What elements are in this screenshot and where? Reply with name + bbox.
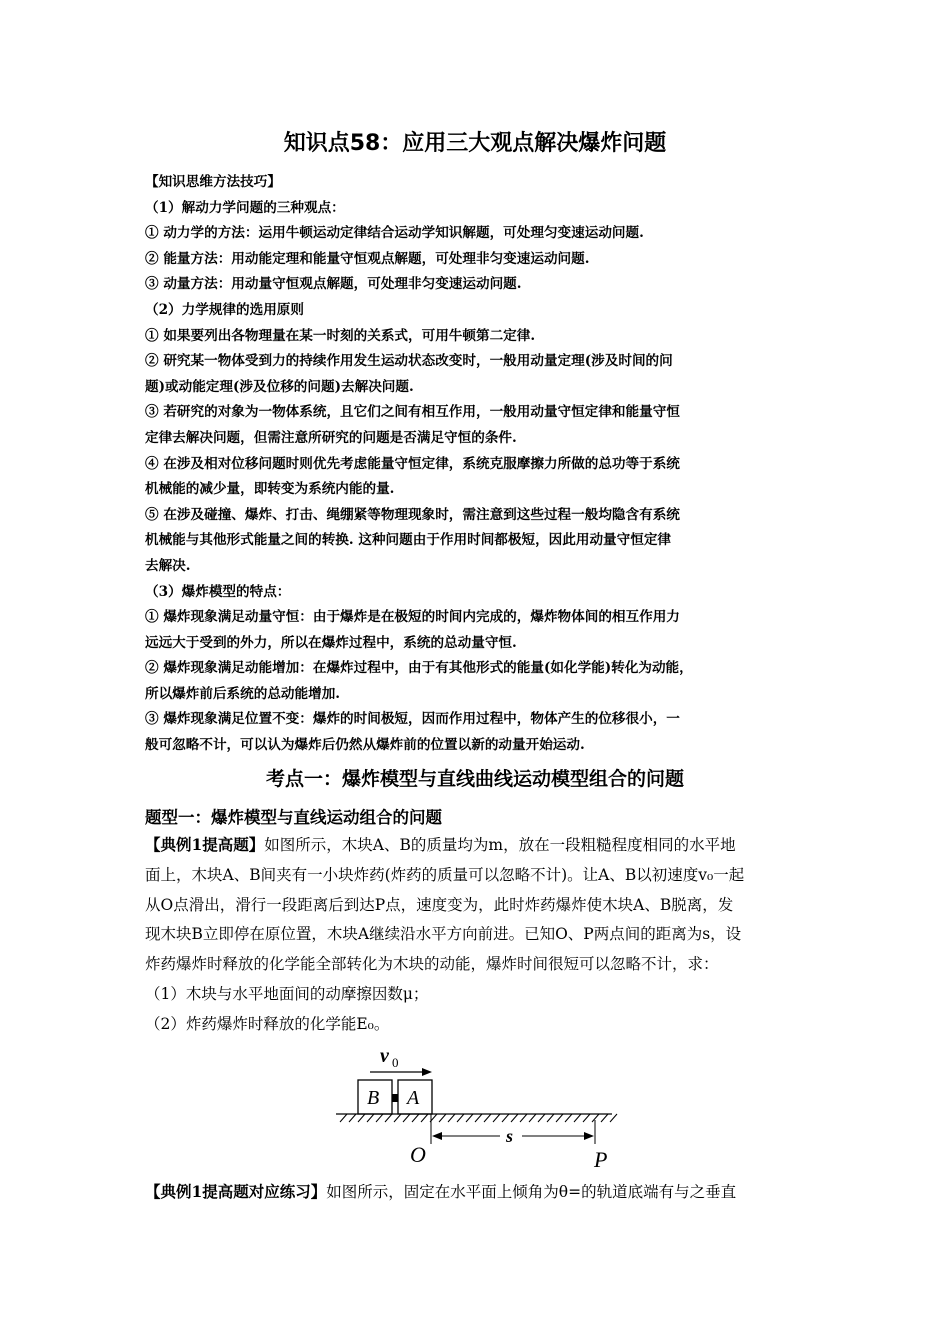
section-tag: 【知识思维方法技巧】	[145, 174, 281, 190]
method-line: （2）力学规律的选用原则	[145, 301, 304, 318]
method-line: ④ 在涉及相对位移问题时则优先考虑能量守恒定律，系统克服摩擦力所做的总功等于系统	[145, 455, 680, 472]
method-line: ② 能量方法：用动能定理和能量守恒观点解题，可处理非匀变速运动问题.	[145, 250, 590, 267]
method-line: ③ 动量方法：用动量守恒观点解题，可处理非匀变速运动问题.	[145, 276, 522, 293]
hatch-mark	[583, 1114, 590, 1122]
hatch-mark	[502, 1114, 509, 1122]
hatch-mark	[349, 1114, 356, 1122]
example-line: （2）炸药爆炸时释放的化学能E₀。	[145, 1014, 390, 1033]
example-line: 现木块B立即停在原位置，木块A继续沿水平方向前进。已知O、P两点间的距离为s，设	[145, 925, 742, 944]
method-line: 所以爆炸前后系统的总动能增加.	[145, 685, 341, 702]
distance-arrow-left	[432, 1132, 442, 1140]
velocity-subscript: 0	[392, 1055, 399, 1070]
hatch-mark	[475, 1114, 482, 1122]
hatch-mark	[376, 1114, 383, 1122]
page-title: 知识点58：应用三大观点解决爆炸问题	[283, 131, 667, 156]
hatch-mark	[601, 1114, 608, 1122]
method-line: ③ 若研究的对象为一物体系统，且它们之间有相互作用，一般用动量守恒定律和能量守恒	[145, 404, 680, 421]
subsection-heading: 题型一：爆炸模型与直线运动组合的问题	[145, 808, 442, 827]
example-problem	[145, 830, 815, 1040]
practice-tag: 【典例1提高题对应练习】	[145, 1182, 327, 1201]
hatch-mark	[565, 1114, 572, 1122]
distance-arrow-right	[584, 1132, 594, 1140]
practice-text: 如图所示，固定在水平面上倾角为θ=的轨道底端有与之垂直	[326, 1183, 737, 1201]
hatch-mark	[493, 1114, 500, 1122]
hatch-mark	[421, 1114, 428, 1122]
method-line: 去解决.	[145, 557, 191, 574]
method-line: ③ 爆炸现象满足位置不变：爆炸的时间极短，因而作用过程中，物体产生的位移很小，一	[145, 711, 680, 728]
method-line: 定律去解决问题，但需注意所研究的问题是否满足守恒的条件.	[145, 429, 517, 446]
example-text	[145, 830, 815, 1040]
practice-problem	[145, 1180, 815, 1204]
distance-label: s	[506, 1126, 514, 1146]
method-line: ① 如果要列出各物理量在某一时刻的关系式，可用牛顿第二定律.	[145, 327, 536, 344]
section-heading: 考点一：爆炸模型与直线曲线运动模型组合的问题	[265, 768, 684, 790]
block-diagram	[330, 1040, 630, 1176]
hatch-mark	[529, 1114, 536, 1122]
hatch-mark	[358, 1114, 365, 1122]
hatch-mark	[574, 1114, 581, 1122]
hatch-mark	[367, 1114, 374, 1122]
method-line: （3）爆炸模型的特点：	[145, 583, 291, 600]
point-o-label: O	[410, 1142, 426, 1167]
hatch-mark	[556, 1114, 563, 1122]
hatch-mark	[538, 1114, 545, 1122]
explosive	[392, 1094, 398, 1102]
method-line: ① 爆炸现象满足动量守恒：由于爆炸是在极短的时间内完成的，爆炸物体间的相互作用力	[145, 609, 680, 626]
hatch-mark	[466, 1114, 473, 1122]
hatch-mark	[394, 1114, 401, 1122]
method-line: 机械能的减少量，即转变为系统内能的量.	[145, 481, 395, 498]
velocity-arrowhead	[422, 1068, 432, 1076]
method-line: ② 爆炸现象满足动能增加：在爆炸过程中，由于有其他形式的能量(如化学能)转化为动能，	[145, 660, 693, 677]
method-line: （1）解动力学问题的三种观点：	[145, 199, 345, 216]
hatch-mark	[448, 1114, 455, 1122]
hatch-mark	[412, 1114, 419, 1122]
method-list	[145, 196, 815, 759]
hatch-mark	[610, 1114, 617, 1122]
hatch-mark	[547, 1114, 554, 1122]
hatch-mark	[385, 1114, 392, 1122]
hatch-mark	[403, 1114, 410, 1122]
block-a-label: A	[407, 1087, 420, 1109]
method-line: ⑤ 在涉及碰撞、爆炸、打击、绳绷紧等物理现象时，需注意到这些过程一般均隐含有系统	[145, 506, 680, 523]
method-line: 般可忽略不计，可以认为爆炸后仍然从爆炸前的位置以新的动量开始运动.	[145, 737, 585, 754]
hatch-mark	[340, 1114, 347, 1122]
example-line: （1）木块与水平地面间的动摩擦因数μ；	[145, 984, 429, 1003]
example-line	[145, 830, 815, 861]
hatch-mark	[511, 1114, 518, 1122]
hatch-mark	[520, 1114, 527, 1122]
method-line: 远远大于受到的外力，所以在爆炸过程中，系统的总动量守恒.	[145, 634, 517, 651]
method-line: ① 动力学的方法：运用牛顿运动定律结合运动学知识解题，可处理匀变速运动问题.	[145, 225, 644, 242]
example-tag: 【典例1提高题】	[145, 835, 265, 854]
hatch-mark	[457, 1114, 464, 1122]
example-line: 面上，木块A、B间夹有一小块炸药(炸药的质量可以忽略不计)。让A、B以初速度v₀一起	[145, 865, 745, 884]
hatch-mark	[484, 1114, 491, 1122]
hatch-mark	[439, 1114, 446, 1122]
ground-hatching	[340, 1114, 617, 1122]
velocity-label: v	[380, 1045, 389, 1067]
block-b-label: B	[367, 1087, 380, 1109]
point-p-label: P	[594, 1147, 608, 1172]
example-line-text: 如图所示，木块A、B的质量均为m，放在一段粗糙程度相同的水平地	[264, 836, 736, 854]
example-line: 从O点滑出，滑行一段距离后到达P点，速度变为，此时炸药爆炸使木块A、B脱离，发	[145, 895, 734, 914]
example-line: 炸药爆炸时释放的化学能全部转化为木块的动能，爆炸时间很短可以忽略不计，求：	[145, 955, 719, 974]
method-line: 机械能与其他形式能量之间的转换. 这种问题由于作用时间都极短，因此用动量守恒定律	[145, 532, 672, 549]
method-line: ② 研究某一物体受到力的持续作用发生运动状态改变时，一般用动量定理(涉及时间的问	[145, 353, 673, 370]
method-line: 题)或动能定理(涉及位移的问题)去解决问题.	[145, 378, 414, 395]
method-section	[145, 170, 815, 759]
